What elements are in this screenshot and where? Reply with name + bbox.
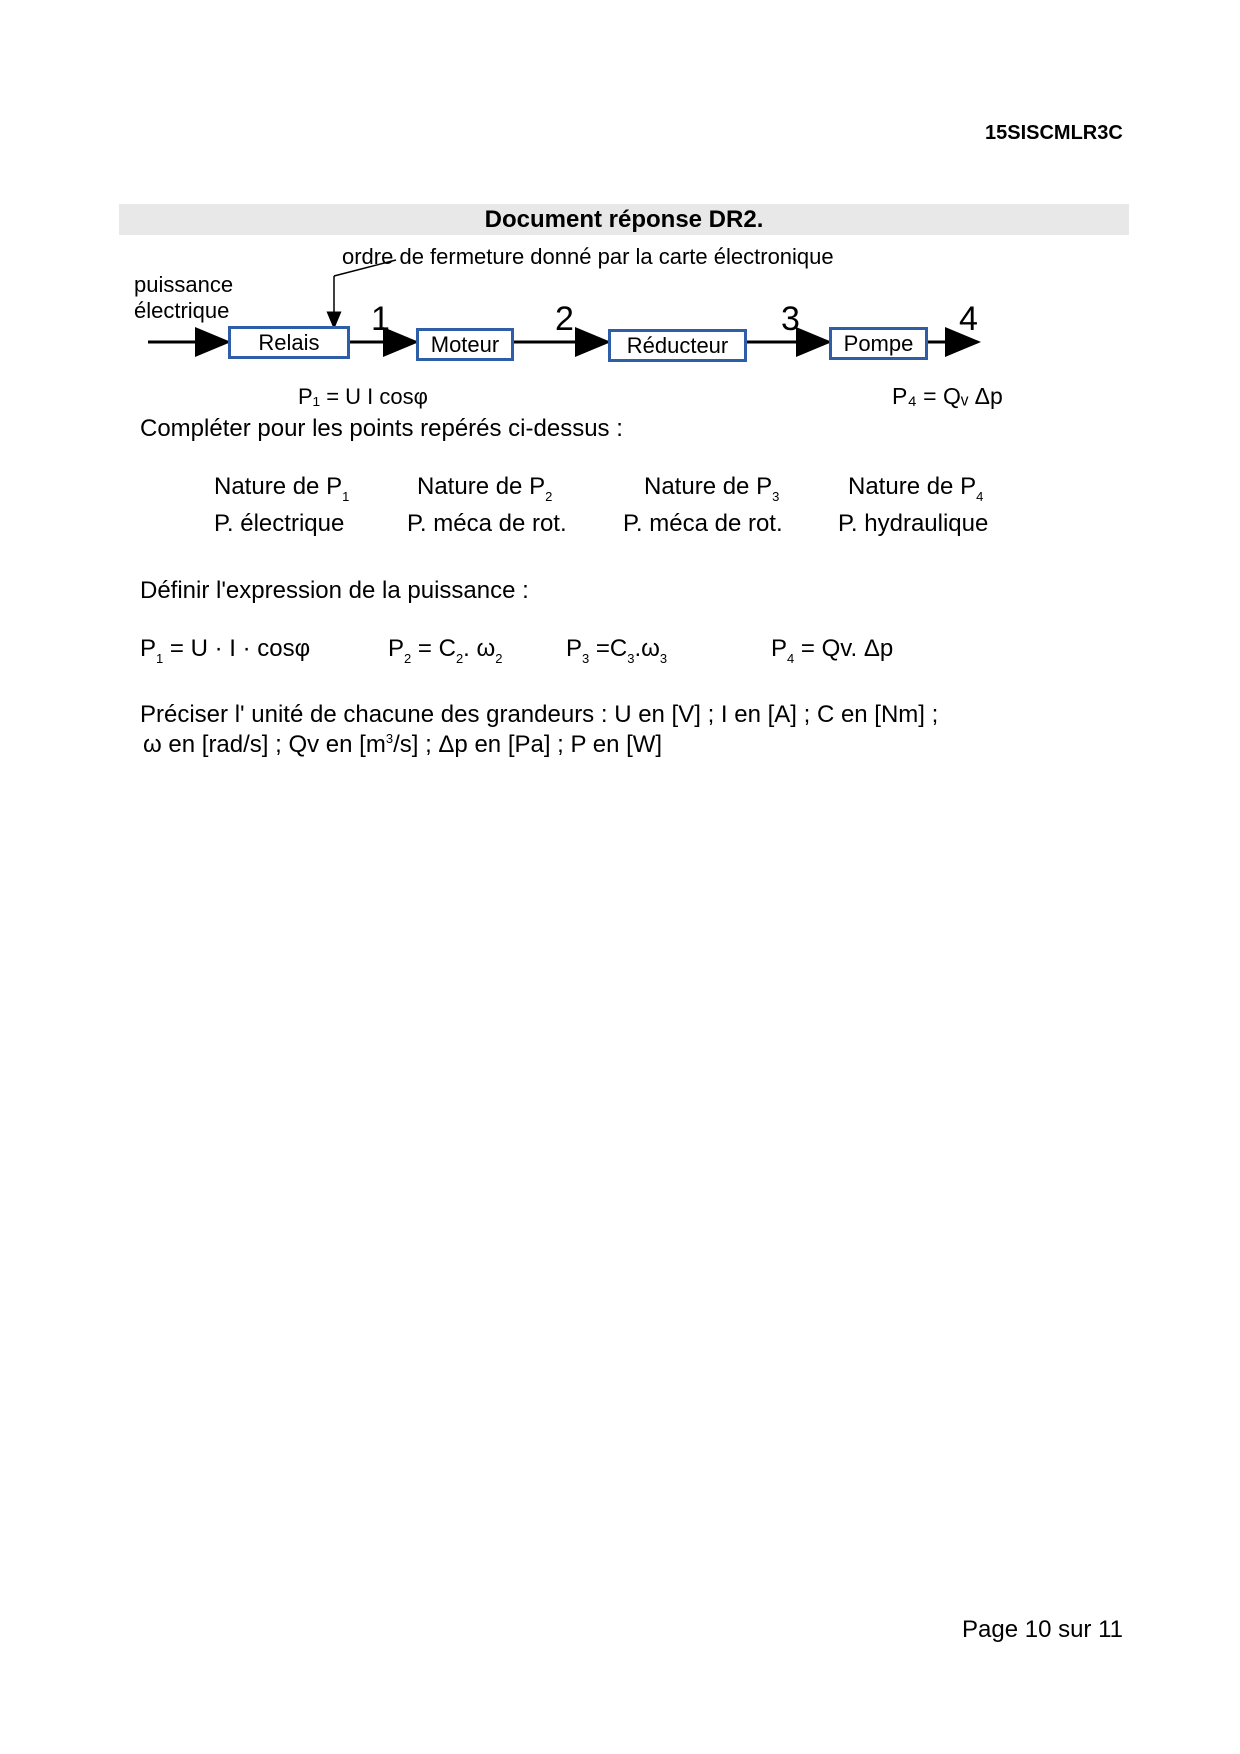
point-label-1: 1 <box>371 300 390 338</box>
input-label-line1: puissance <box>134 272 234 297</box>
nature-p4-label: Nature de $P_4$ <box>848 473 984 504</box>
block-pompe: Pompe <box>829 327 928 360</box>
block-relais: Relais <box>228 326 350 359</box>
nature-p1-label: Nature de $P_1$ <box>214 473 350 504</box>
p3-expression: $P_3 =C_3.\omega_3$ <box>566 635 668 666</box>
block-reducteur: Réducteur <box>608 329 747 362</box>
page-number: Page 10 sur 11 <box>962 1616 1124 1643</box>
units-line-2: ω en [rad/s] ; Qv en $[m^3/s]$ ; Δp en [Pa] ; P en [W] <box>143 731 663 758</box>
p2-expression: $P_2 = C_2$. $\omega_2$ <box>388 635 503 666</box>
complete-instruction: Compléter pour les points repérés ci-dessus : <box>140 415 623 442</box>
point-label-4: 4 <box>959 300 978 338</box>
p1-expression: $P_1 = U \cdot I \cdot \cos\varphi$ <box>140 635 311 666</box>
nature-p2-answer: P. méca de rot. <box>407 510 567 537</box>
order-label: ordre de fermeture donné par la carte électronique <box>342 244 834 269</box>
p4-expression: $P_4 = Qv$. Δp <box>771 635 894 666</box>
units-line-1: Préciser l' unité de chacune des grandeurs : U en [V] ; I en [A] ; C en [Nm] ; <box>140 701 939 728</box>
p1-formula: P₁ = U I cosφ <box>298 384 428 409</box>
nature-p3-answer: P. méca de rot. <box>623 510 783 537</box>
define-instruction: Définir l'expression de la puissance : <box>140 577 529 604</box>
block-moteur: Moteur <box>416 328 514 361</box>
point-label-2: 2 <box>555 300 574 338</box>
nature-p4-answer: P. hydraulique <box>838 510 989 537</box>
nature-p3-label: Nature de $P_3$ <box>644 473 780 504</box>
document-title: Document réponse DR2. <box>484 206 764 233</box>
input-label-line2: électrique <box>134 298 230 323</box>
nature-p2-label: Nature de $P_2$ <box>417 473 553 504</box>
point-label-3: 3 <box>781 300 800 338</box>
nature-p1-answer: P. électrique <box>214 510 345 537</box>
document-code: 15SISCMLR3C <box>985 122 1123 144</box>
p4-formula: P₄ = Qᵥ Δp <box>892 383 1003 409</box>
